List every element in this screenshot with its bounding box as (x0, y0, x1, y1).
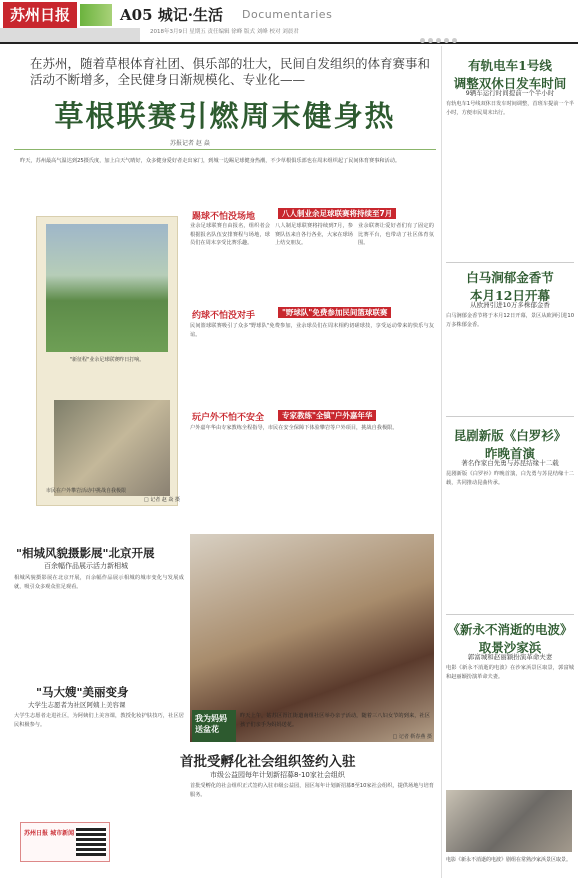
right-story-2-headline: 白马涧郁金香节 本月12日开幕 (466, 270, 554, 303)
body-col-1: 业余足球联赛自由报名，组织者会根据报名队伍安排赛程与场地，球员们在周末享受比赛乐趣。 (190, 223, 270, 247)
story4-body: 首批受孵化的社会组织正式签约入驻市级公益园，园区每年计划新招募8至10家社会组织，提供场地与培育服务。 (190, 783, 434, 798)
body-outdoor: 户外嘉年华由专家教练全程指导，市民在安全保障下体验攀岩等户外项目，挑战自我极限。 (190, 425, 398, 431)
film-set-photo (446, 790, 572, 852)
app-promo-label: 苏州日报 城市新闻 (24, 830, 75, 837)
climbing-photo-credit: □ 记者 赵 焱 摄 (143, 497, 180, 503)
story3-subtitle: 大学生志愿者为社区阿姨上美容课 (28, 701, 126, 709)
mothers-day-desc: 昨天上午，姑苏区胥江街道南组社区举办亲子活动，随着三八妇女节的到来，社区孩子们亲手为妈妈送花。 (240, 713, 430, 728)
right-divider-2 (446, 416, 574, 417)
main-kicker: 在苏州，随着草根体育社团、俱乐部的壮大，民间自发组织的体育赛事和活动不断增多，全民健身日渐规模化、专业化—— (30, 56, 431, 87)
mothers-day-credit: □ 记者 靳春燕 摄 (392, 734, 432, 740)
right-story-2-body: 白马涧郁金香节将于本月12日开幕，景区从欧洲引进10万多株郁金香。 (446, 313, 574, 328)
story2-body: 相城风貌摄影展在北京开展，百余幅作品展示相城的城市变化与发展成就，吸引众多观众驻足观看。 (14, 575, 184, 590)
right-story-1-subtitle: 9辆车运行时间提前一个半小时 (465, 89, 555, 97)
right-story-4-body: 电影《新永不消逝的电波》在沙家浜景区取景，郭富城和赵丽颖扮演革命夫妻。 (446, 665, 574, 680)
body-basketball: 民间篮球联赛吸引了众多"野球队"免费参加，业余球员们在周末相约切磋球技，享受运动带来的快乐与友谊。 (190, 323, 434, 338)
main-byline: 苏报记者 赵 焱 (170, 140, 210, 147)
story3-headline: "马大嫂"美丽变身 (36, 685, 129, 699)
subhead-1: 踢球不怕没场地 (192, 212, 256, 222)
divider (14, 149, 436, 150)
right-divider-3 (446, 614, 574, 615)
masthead-bar (0, 28, 140, 42)
story2-headline: "相城风貌摄影展"北京开展 (16, 546, 155, 560)
body-col-3: 业余联赛让爱好者们有了固定的比赛平台，也带动了社区体育氛围。 (358, 223, 434, 247)
qr-code[interactable] (76, 826, 106, 856)
film-set-caption: 电影《新永不消逝的电波》剧组在常熟沙家浜景区取景。 (446, 857, 572, 863)
right-story-2-subtitle: 从欧洲引进10万多株郁金香 (470, 301, 550, 309)
right-story-3-headline: 昆剧新版《白罗衫》 昨晚首演 (453, 428, 567, 461)
right-story-4-headline: 《新永不消逝的电波》 取景沙家浜 (447, 622, 573, 655)
right-story-1-body: 有轨电车1号线双休日发车时间调整，首班车提前一个半小时，方便市民周末出行。 (446, 101, 574, 116)
section-title: A05 城记·生活 (120, 6, 223, 24)
football-photo-caption: "新征程"业余足球联赛昨日打响。 (69, 357, 145, 363)
right-divider-1 (446, 262, 574, 263)
football-photo (46, 224, 168, 352)
subhead-2: 约球不怕没对手 (192, 311, 256, 321)
right-story-3-body: 昆剧新版《白罗衫》昨晚首演，白先勇与苏昆结缘十二载，共同推动昆曲传承。 (446, 471, 574, 486)
section-accent (80, 4, 112, 26)
main-headline: 草根联赛引燃周末健身热 (54, 99, 396, 133)
subhead-1-tag: 八人制业余足球联赛将持续至7月 (278, 208, 396, 219)
story4-subtitle: 市级公益园每年计划新招募8-10家社会组织 (210, 771, 345, 779)
section-title-en: Documentaries (242, 8, 333, 21)
story2-subtitle: 百余幅作品展示活力新相城 (44, 562, 128, 570)
climbing-photo-caption: 市民在户外攀岩活动中挑战自我极限 (46, 488, 127, 494)
subhead-3: 玩户外不怕不安全 (192, 413, 265, 423)
newspaper-logo: 苏州日报 (3, 2, 77, 28)
climbing-photo (54, 400, 170, 496)
main-lead: 昨天，苏州最高气温达到25摄氏度，加上白天气晴好，众多健身爱好者走出家门，到城一边踢足球健身热潮，不少草根俱乐部也在周末组织起了民间体育赛事和活动。 (20, 158, 401, 164)
right-story-1-headline: 有轨电车1号线 调整双休日发车时间 (453, 58, 567, 91)
right-story-3-subtitle: 著名作家白先勇与苏昆结缘十二载 (461, 459, 559, 467)
mothers-day-caption: 我为妈妈送盆花 (192, 710, 236, 742)
right-story-4-subtitle: 郭富城和赵丽颖扮演革命夫妻 (467, 653, 553, 661)
story3-body: 大学生志愿者走进社区，为阿姨们上美容课，教授化妆护肤技巧，社区居民积极参与。 (14, 713, 184, 728)
body-col-2: 八人制足球联赛将持续到7月，参赛队伍来自各行各业，大家在球场上结交朋友。 (275, 223, 353, 247)
issue-meta: 2018年3月9日 星期五 责任编辑 徐峰 版式 刘峰 校对 刘晨君 (150, 29, 299, 35)
subhead-3-tag: 专家教练"全镇"户外嘉年华 (278, 410, 376, 421)
decor-dots (420, 28, 460, 47)
subhead-2-tag: "野球队"免费参加民间篮球联赛 (278, 307, 391, 318)
story4-headline: 首批受孵化社会组织签约入驻 (180, 754, 356, 770)
